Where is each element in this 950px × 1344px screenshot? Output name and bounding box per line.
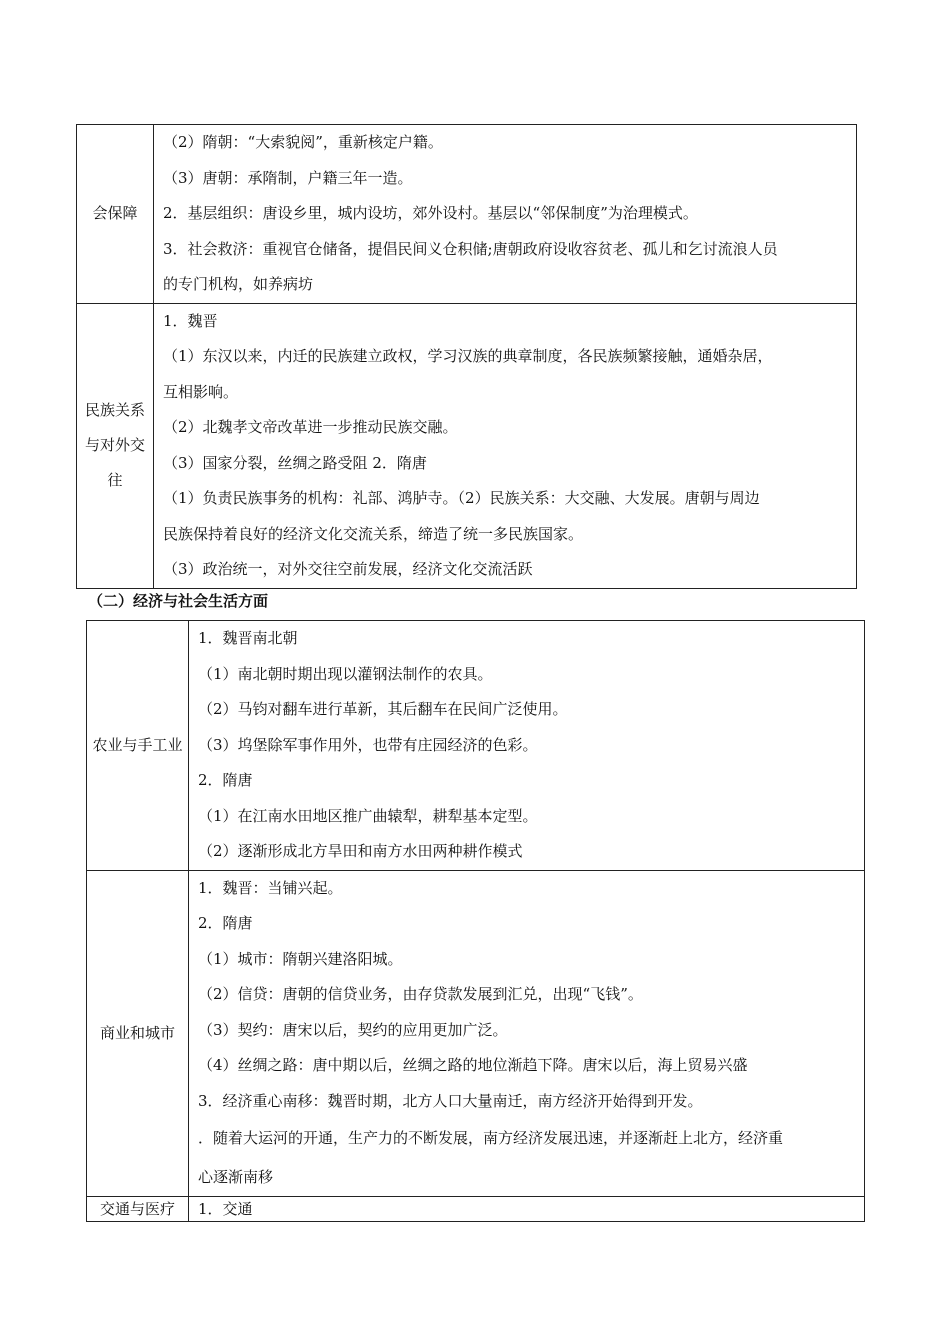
content-line: 3．经济重心南移：魏晋时期，北方人口大量南迁，南方经济开始得到开发。: [198, 1091, 703, 1110]
content-line: 1．魏晋南北朝: [198, 629, 298, 647]
content-line: （3）唐朝：承隋制，户籍三年一造。: [163, 168, 413, 187]
content-line: （2）马钧对翻车进行革新，其后翻车在民间广泛使用。: [198, 700, 568, 718]
content-line: 3．社会救济：重视官仓储备，提倡民间义仓积储;唐朝政府设收容贫老、孤儿和乞讨流浪人员: [163, 239, 778, 258]
content-line: ．随着大运河的开通，生产力的不断发展，南方经济发展迅速，并逐渐赶上北方，经济重: [198, 1129, 784, 1147]
row-content-transport: [189, 1197, 865, 1222]
content-line: 民族保持着良好的经济文化交流关系，缔造了统一多民族国家。: [163, 524, 584, 543]
table-row: [77, 303, 857, 588]
row-content-agriculture: [189, 621, 865, 871]
content-line: （3）坞堡除军事作用外，也带有庄园经济的色彩。: [198, 735, 538, 754]
content-line: （3）国家分裂，丝绸之路受阻 2．隋唐: [163, 453, 427, 472]
social-security-ethnic-table: [76, 124, 857, 589]
content-line: 心逐渐南移: [198, 1168, 274, 1186]
row-label-social-security: 会保障: [77, 125, 154, 304]
economy-society-table: [86, 620, 865, 1222]
content-line: 1．交通: [198, 1200, 253, 1218]
row-content-social-security: [154, 125, 857, 304]
row-label-ethnic-relations: 民族关系与对外交往: [77, 303, 154, 588]
row-label-commerce: 商业和城市: [87, 870, 189, 1197]
row-label-agriculture: 农业与手工业: [87, 621, 189, 871]
content-line: 互相影响。: [163, 382, 239, 401]
row-content-ethnic-relations: [154, 303, 857, 588]
table-row: [87, 1197, 865, 1222]
content-line: （1）负责民族事务的机构：礼部、鸿胪寺。（2）民族关系：大交融、大发展。唐朝与周边: [163, 489, 760, 507]
section-heading: （二）经济与社会生活方面: [88, 592, 269, 610]
content-line: （2）隋朝：“大索貌阅”，重新核定户籍。: [163, 133, 443, 151]
row-label-transport: 交通与医疗: [87, 1197, 189, 1222]
content-line: （1）东汉以来，内迁的民族建立政权，学习汉族的典章制度，各民族频繁接触，通婚杂居，: [163, 347, 773, 365]
content-line: （1）城市：隋朝兴建洛阳城。: [198, 949, 403, 968]
content-line: 2．隋唐: [198, 914, 253, 932]
content-line: （3）契约：唐宋以后，契约的应用更加广泛。: [198, 1020, 508, 1039]
content-line: 1．魏晋: [163, 311, 218, 330]
content-line: 2．隋唐: [198, 771, 253, 789]
content-line: （2）逐渐形成北方旱田和南方水田两种耕作模式: [198, 842, 523, 860]
content-line: （2）信贷：唐朝的信贷业务，由存贷款发展到汇兑，出现“飞钱”。: [198, 985, 643, 1003]
row-content-commerce: [189, 870, 865, 1197]
content-line: 的专门机构，如养病坊: [163, 275, 314, 293]
table-row: [87, 870, 865, 1197]
content-line: （4）丝绸之路：唐中期以后，丝绸之路的地位渐趋下降。唐宋以后，海上贸易兴盛: [198, 1056, 748, 1074]
content-line: （1）在江南水田地区推广曲辕犁，耕犁基本定型。: [198, 806, 538, 825]
content-line: （2）北魏孝文帝改革进一步推动民族交融。: [163, 418, 458, 436]
table-row: [77, 125, 857, 304]
table-row: [87, 621, 865, 871]
content-line: （3）政治统一，对外交往空前发展，经济文化交流活跃: [163, 560, 533, 578]
content-line: 2．基层组织：唐设乡里，城内设坊，郊外设村。基层以“邻保制度”为治理模式。: [163, 204, 698, 222]
content-line: （1）南北朝时期出现以灌钢法制作的农具。: [198, 664, 493, 683]
content-line: 1．魏晋：当铺兴起。: [198, 878, 343, 897]
